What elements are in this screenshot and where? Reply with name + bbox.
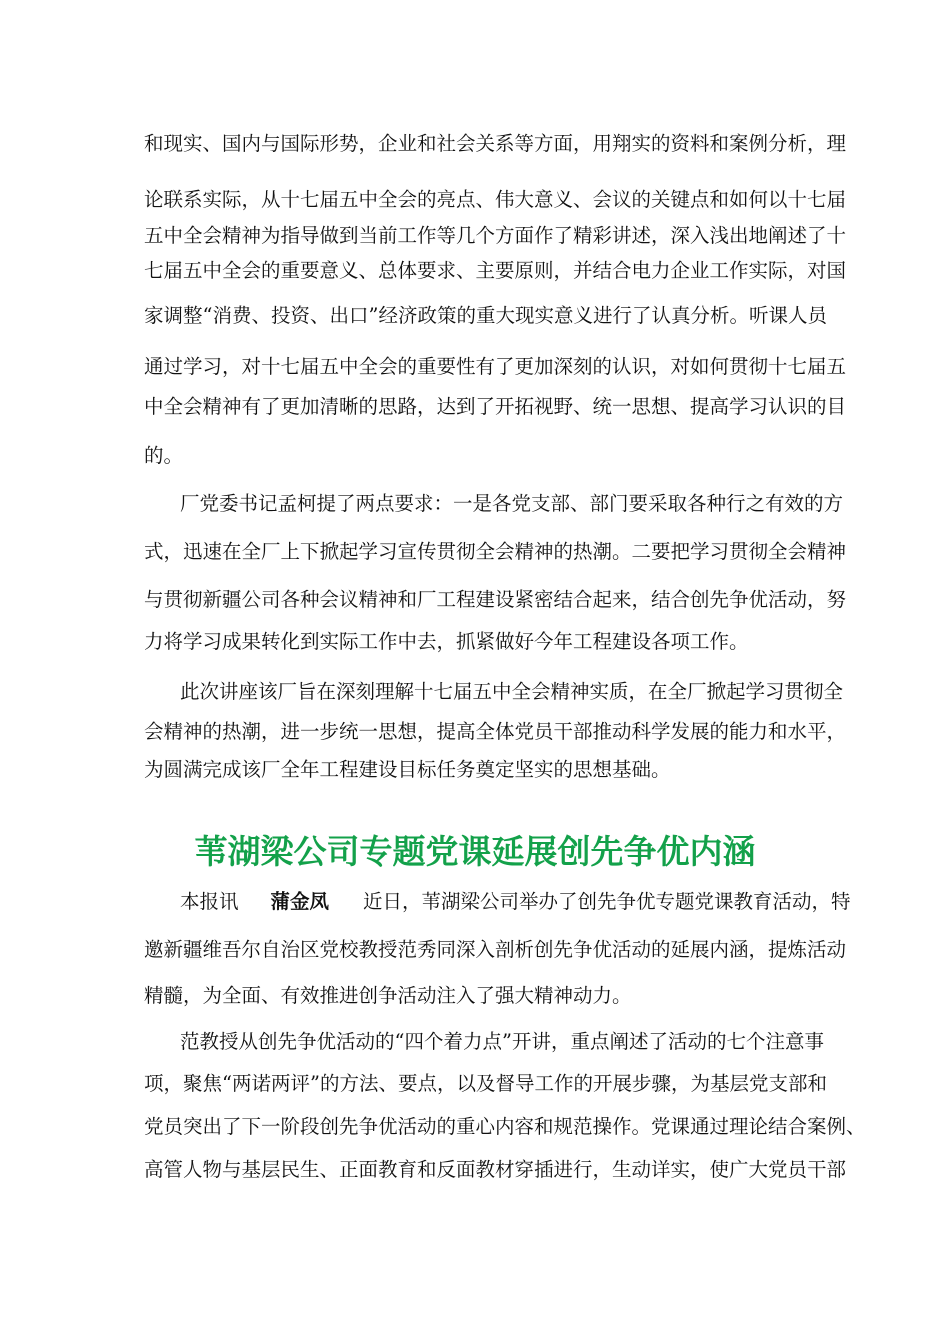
paragraph-line: 和现实、国内与国际形势，企业和社会关系等方面，用翔实的资料和案例分析，理 — [144, 132, 847, 155]
paragraph-line: 邀新疆维吾尔自治区党校教授范秀同深入剖析创先争优活动的延展内涵，提炼活动 — [144, 938, 847, 961]
paragraph-line: 与贯彻新疆公司各种会议精神和厂工程建设紧密结合起来，结合创先争优活动，努 — [144, 588, 847, 611]
paragraph-line: 七届五中全会的重要意义、总体要求、主要原则，并结合电力企业工作实际，对国 — [144, 259, 847, 282]
paragraph-line: 中全会精神有了更加清晰的思路，达到了开拓视野、统一思想、提高学习认识的目 — [144, 395, 847, 418]
article-title: 苇湖梁公司专题党课延展创先争优内涵 — [194, 832, 756, 871]
paragraph-line: 党员突出了下一阶段创先争优活动的重心内容和规范操作。党课通过理论结合案例、 — [144, 1115, 866, 1138]
paragraph-line: 为圆满完成该厂全年工程建设目标任务奠定坚实的思想基础。 — [144, 758, 671, 781]
paragraph-line: 精髓，为全面、有效推进创争活动注入了强大精神动力。 — [144, 984, 632, 1007]
byline-source: 本报讯 — [180, 890, 239, 913]
paragraph-line: 的。 — [144, 444, 184, 467]
paragraph-line: 力将学习成果转化到实际工作中去，抓紧做好今年工程建设各项工作。 — [144, 630, 749, 653]
paragraph-line: 范教授从创先争优活动的“四个着力点”开讲，重点阐述了活动的七个注意事 — [180, 1030, 824, 1053]
paragraph-line: 项，聚焦“两诺两评”的方法、要点，以及督导工作的开展步骤，为基层党支部和 — [144, 1072, 827, 1095]
byline-lead-text: 近日，苇湖梁公司举办了创先争优专题党课教育活动，特 — [363, 890, 851, 913]
byline-reporter: 蒲金凤 — [270, 890, 330, 913]
paragraph-line: 此次讲座该厂旨在深刻理解十七届五中全会精神实质，在全厂掀起学习贯彻全 — [180, 680, 844, 703]
paragraph-line: 通过学习，对十七届五中全会的重要性有了更加深刻的认识，对如何贯彻十七届五 — [144, 355, 847, 378]
paragraph-line: 五中全会精神为指导做到当前工作等几个方面作了精彩讲述，深入浅出地阐述了十 — [144, 224, 847, 247]
paragraph-line: 会精神的热潮，进一步统一思想，提高全体党员干部推动科学发展的能力和水平， — [144, 720, 847, 743]
paragraph-line: 高管人物与基层民生、正面教育和反面教材穿插进行，生动详实，使广大党员干部 — [144, 1158, 847, 1181]
paragraph-line: 论联系实际，从十七届五中全会的亮点、伟大意义、会议的关键点和如何以十七届 — [144, 188, 847, 211]
byline — [180, 890, 851, 914]
paragraph-line: 厂党委书记孟柯提了两点要求：一是各党支部、部门要采取各种行之有效的方 — [180, 492, 844, 515]
paragraph-line: 式，迅速在全厂上下掀起学习宣传贯彻全会精神的热潮。二要把学习贯彻全会精神 — [144, 540, 847, 563]
paragraph-line: 家调整“消费、投资、出口”经济政策的重大现实意义进行了认真分析。听课人员 — [144, 304, 827, 327]
